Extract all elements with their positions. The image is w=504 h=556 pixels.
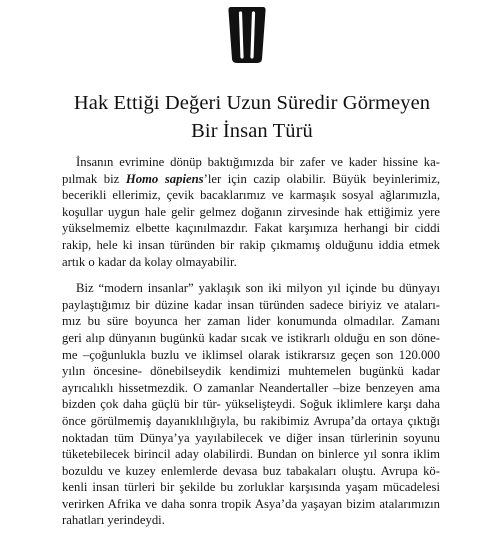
paragraph-spacer	[62, 270, 440, 280]
paragraph-line: becerikli ellerimiz, çevik bacaklarımız ve karmaşık sosyal ağlarımızla,	[62, 188, 440, 203]
paragraph-line: rahatları yerindeydi.	[62, 513, 165, 528]
paragraph-line: İnsanın evrimine dönüp baktığımızda bir zafer ve kader hissine ka-	[76, 155, 440, 169]
paragraph-line: geri alıp dünyanın bugünkü kadar sıcak ve istikrarlı olduğu en son döne-	[62, 330, 440, 345]
paragraph-line: yılın öncesine- dönebilseydik kendimizi muhtemelen bugünkü kadar	[62, 364, 440, 379]
paragraph-line: artık o kadar da kolay olmayabilir.	[62, 254, 237, 269]
paragraph-line: bizden çok daha güçlü bir tür- yükselişteydi. Soğuk iklimlere karşı daha	[62, 397, 440, 412]
paragraph-1	[62, 154, 440, 270]
chapter-title-line-1: Hak Ettiği Değeri Uzun Süredir Görmeyen	[73, 92, 431, 114]
paragraph-line: verirken Afrika ve daha sonra tropik Asya’da yaşayan bizim atalarımızın	[62, 496, 440, 511]
chapter-emblem-icon	[226, 4, 268, 66]
paragraph-line: koşullar uygun hale gelir gelmez doğanın zirvesinde hak ettiğimiz yere	[62, 204, 440, 219]
paragraph-line: rakip, hele ki insan türünden bir rakip çıkmamış olduğunu iddia etmek	[62, 237, 440, 252]
paragraph-line: tüketebilecek birincil aday olabilirdi. Bundan on binlerce yıl sonra iklim	[62, 447, 440, 462]
chapter-title	[20, 89, 484, 145]
paragraph-2	[62, 280, 440, 529]
paragraph-line: önce görülmemiş dayanıklılığıyla, bu rakibimiz Avrupa’da ortaya çıktığı	[62, 413, 440, 428]
paragraph-line: mız bu süre boyunca her zaman lider konumunda olmadılar. Zamanı	[62, 314, 440, 329]
text-run: pılmak biz	[62, 171, 126, 186]
paragraph-line: ayrıcalıklı hissetmezdik. O zamanlar Neandertaller –bize benzeyen ama	[62, 380, 440, 395]
paragraph-line: kenli insan türleri bir şekilde bu zorluklar karşısında yaşam mücadelesi	[62, 480, 440, 495]
paragraph-line: Biz “modern insanlar” yaklaşık son iki milyon yıl içinde bu dünyayı	[76, 281, 440, 296]
chapter-body	[62, 154, 440, 529]
paragraph-line	[62, 171, 440, 188]
paragraph-line: yükselmemiz elbette kaçınılmazdır. Fakat karşımıza herhangi bir ciddi	[62, 221, 440, 236]
paragraph-line: me –çoğunlukla buzlu ve iklimsel olarak istikrarsız geçen son 120.000	[62, 347, 440, 362]
paragraph-line: paylaştığımız bir düzine kadar insan türünden sadece biriyiz ve ataları-	[62, 297, 440, 312]
paragraph-line: bozuldu ve kuzey enlemlerde devasa buz tabakaları oluştu. Avrupa kö-	[62, 463, 440, 478]
chapter-title-line-2: Bir İnsan Türü	[191, 120, 313, 142]
text-run: ’ler için cazip olabilir. Büyük beyinlerimiz,	[203, 171, 441, 186]
species-name: Homo sapiens	[125, 171, 204, 186]
paragraph-line: noktadan tüm Dünya’ya yayılabilecek ve diğer insan türlerinin soyunu	[62, 430, 440, 445]
